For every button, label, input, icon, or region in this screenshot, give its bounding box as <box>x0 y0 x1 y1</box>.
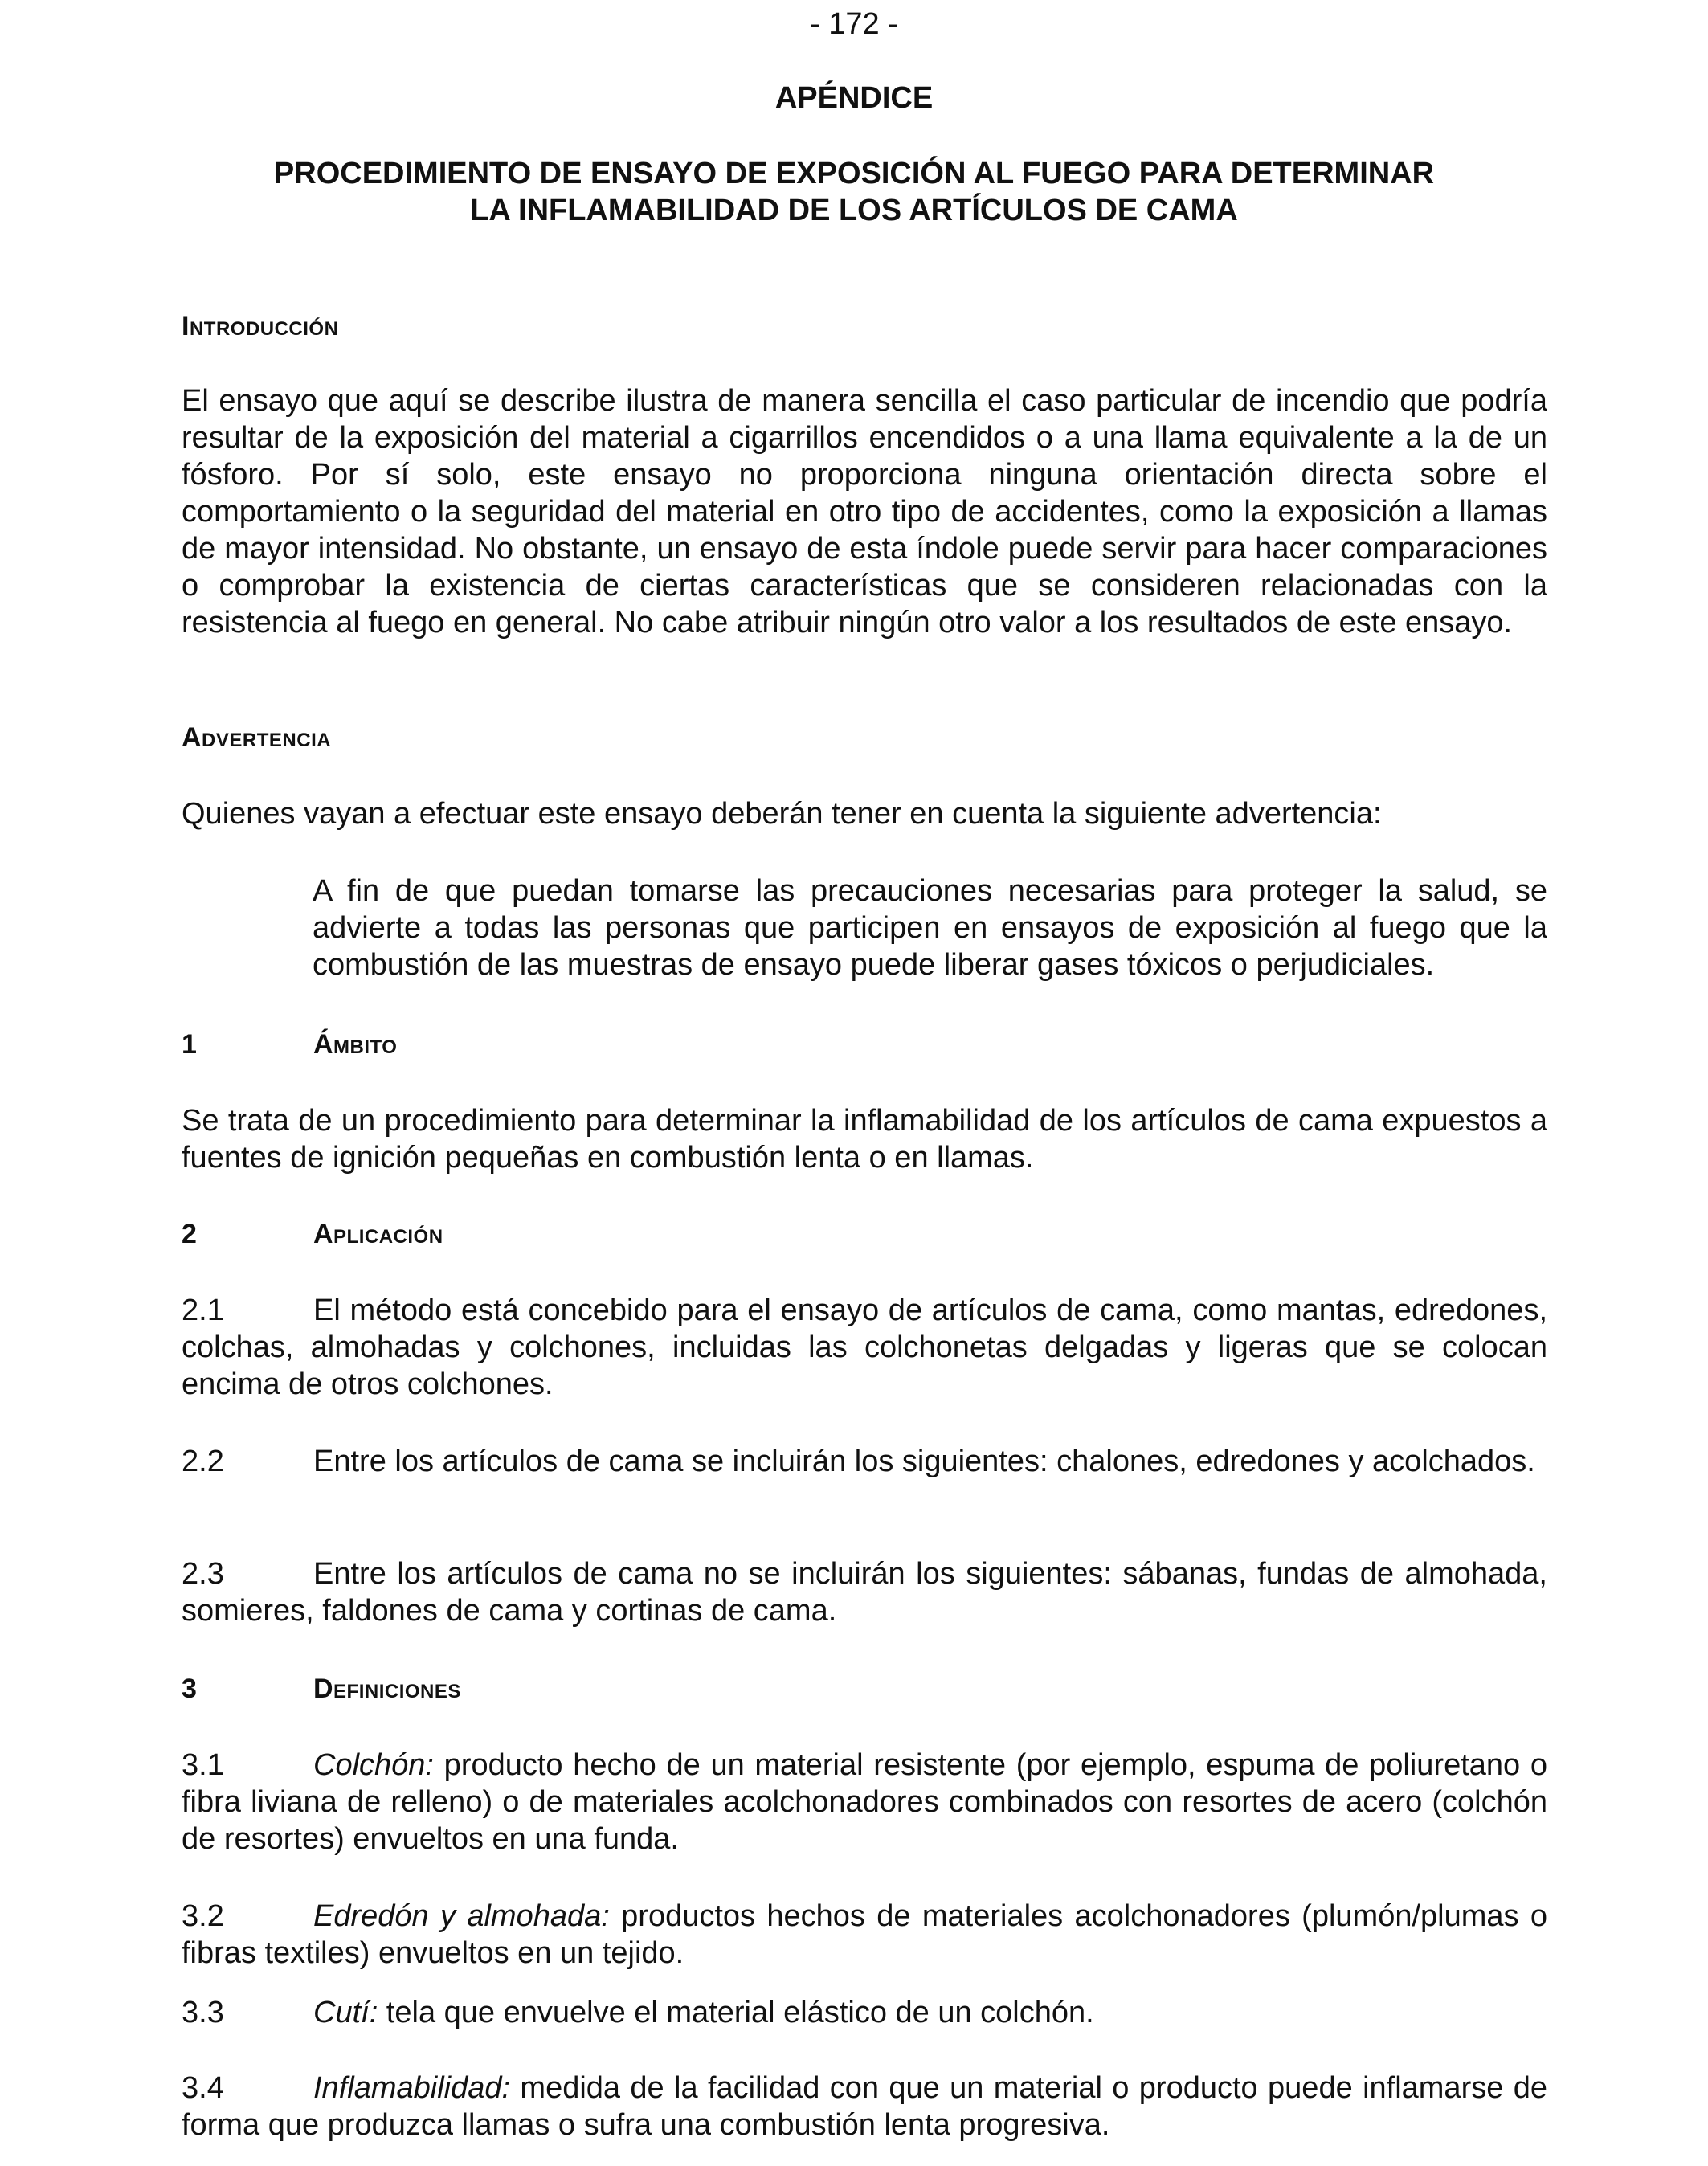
clause-number: 3.3 <box>182 1996 224 2029</box>
section-2-heading <box>182 1218 443 1250</box>
section-1-number: 1 <box>182 1029 197 1060</box>
clause-2-1 <box>182 1292 1547 1403</box>
clause-number: 2.3 <box>182 1557 224 1591</box>
clause-3-2 <box>182 1898 1547 1972</box>
section-2-number: 2 <box>182 1219 197 1249</box>
section-1-heading <box>182 1028 397 1061</box>
clause-2-2 <box>182 1443 1547 1480</box>
definition-term: Colchón: <box>313 1748 434 1782</box>
definition-text: tela que envuelve el material elástico de un colchón. <box>378 1996 1094 2029</box>
clause-text: Entre los artículos de cama no se incluirán los siguientes: sábanas, fundas de almohada, somieres, faldones de cama y cortinas de cama. <box>182 1557 1547 1628</box>
definition-text: producto hecho de un material resistente (por ejemplo, espuma de poliuretano o fibra liviana de relleno) o de materiales acolchonadores combinados con resortes de acero (colchón de resortes) envueltos en una funda. <box>182 1748 1547 1856</box>
section-2-title: Aplicación <box>313 1219 443 1249</box>
document-title-line-2: LA INFLAMABILIDAD DE LOS ARTÍCULOS DE CAMA <box>470 194 1238 227</box>
warning-quote-paragraph: A fin de que puedan tomarse las precauciones necesarias para proteger la salud, se advierte a todas las personas que participen en ensayos de exposición al fuego que la combustión de las muestras de ensayo puede liberar gases tóxicos o perjudiciales. <box>313 874 1547 982</box>
document-title <box>0 155 1708 229</box>
clause-text: El método está concebido para el ensayo de artículos de cama, como mantas, edredones, colchas, almohadas y colchones, incluidas las colchonetas delgadas y ligeras que se colocan encima de otros colchones. <box>182 1293 1547 1401</box>
clause-2-3 <box>182 1555 1547 1629</box>
clause-text: Entre los artículos de cama se incluirán los siguientes: chalones, edredones y acolchados. <box>313 1445 1535 1478</box>
introduction-paragraph: El ensayo que aquí se describe ilustra de manera sencilla el caso particular de incendio que podría resultar de la exposición del material a cigarrillos encendidos o a una llama equivalente a la de un fósforo. Por sí solo, este ensayo no proporciona ninguna orientación directa sobre el comportamiento o la seguridad del material en otro tipo de accidentes, como la exposición a llamas de mayor intensidad. No obstante, un ensayo de esta índole puede servir para hacer comparaciones o comprobar la existencia de ciertas características que se consideren relacionadas con la resistencia al fuego en general. No cabe atribuir ningún otro valor a los resultados de este ensayo. <box>182 384 1547 640</box>
clause-number: 3.4 <box>182 2071 224 2105</box>
definition-term: Cutí: <box>313 1996 378 2029</box>
section-3-title: Definiciones <box>313 1674 461 1704</box>
document-title-line-1: PROCEDIMIENTO DE ENSAYO DE EXPOSICIÓN AL FUEGO PARA DETERMINAR <box>273 157 1435 190</box>
clause-3-1 <box>182 1747 1547 1857</box>
clause-3-3 <box>182 1994 1547 2031</box>
definition-term: Inflamabilidad: <box>313 2071 511 2105</box>
section-3-number: 3 <box>182 1674 197 1704</box>
appendix-title: APÉNDICE <box>774 81 934 115</box>
definition-text: medida de la facilidad con que un material o producto puede inflamarse de forma que produzca llamas o sufra una combustión lenta progresiva. <box>182 2071 1547 2142</box>
warning-heading: Advertencia <box>182 722 332 753</box>
clause-number: 2.1 <box>182 1293 224 1327</box>
warning-intro-paragraph: Quienes vayan a efectuar este ensayo deberán tener en cuenta la siguiente advertencia: <box>182 797 1382 831</box>
page-number: - 172 - <box>810 7 898 41</box>
clause-number: 3.1 <box>182 1748 224 1782</box>
definition-term: Edredón y almohada: <box>313 1899 610 1933</box>
section-3-heading <box>182 1673 461 1705</box>
section-1-paragraph: Se trata de un procedimiento para determinar la inflamabilidad de los artículos de cama expuestos a fuentes de ignición pequeñas en combustión lenta o en llamas. <box>182 1104 1547 1175</box>
clause-number: 2.2 <box>182 1445 224 1478</box>
clause-number: 3.2 <box>182 1899 224 1933</box>
section-1-title: Ámbito <box>313 1029 398 1060</box>
introduction-heading: Introducción <box>182 311 339 341</box>
definition-text: productos hechos de materiales acolchonadores (plumón/plumas o fibras textiles) envueltos en un tejido. <box>182 1899 1547 1970</box>
clause-3-4 <box>182 2070 1547 2144</box>
